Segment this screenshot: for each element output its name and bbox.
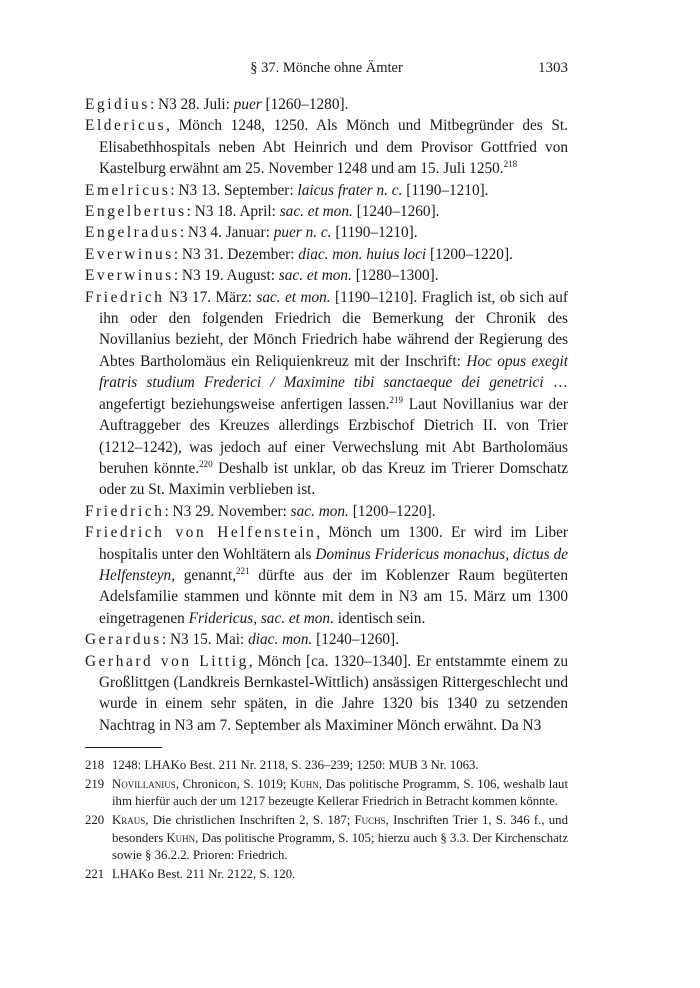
text-run: [1190–1210]. Fraglich ist, ob sich auf ihn oder den folgenden Friedrich die Bemerkung der Chronik des Novillanius bezieht, der Mönch Friedrich habe während der Regierung des Abtes Bartholomäus ein Reliquienkreuz mit der Inschrift: <box>99 288 568 370</box>
footnote-number: 220 <box>85 812 105 827</box>
text-run: : N3 15. Mai: <box>161 631 249 649</box>
text-run: : N3 28. Juli: <box>149 96 234 113</box>
text-run: , genannt, <box>171 566 237 584</box>
entry-name: Engelbertus <box>85 203 187 221</box>
text-run: 1248: LHAKo Best. 211 Nr. 2118, S. 236–239; 1250: MUB 3 Nr. 1063. <box>112 758 479 773</box>
italic-text: sac. et mon. <box>256 288 331 306</box>
italic-text: Fridericus, sac. et mon. <box>188 609 334 627</box>
entry <box>85 629 568 650</box>
italic-text: puer <box>233 96 262 113</box>
entry <box>85 244 568 265</box>
text-run: : N3 13. September: <box>170 181 298 199</box>
text-run: identisch sein. <box>333 609 426 627</box>
entry <box>85 94 568 115</box>
entry <box>85 222 568 243</box>
text-run: [1200–1220]. <box>348 502 436 520</box>
entry-name: Everwinus <box>85 245 174 263</box>
author-name: Kraus <box>112 812 146 827</box>
text-run: Deshalb ist unklar, ob das Kreuz im Trierer Domschatz oder zu St. Maximin verblieben ist. <box>99 459 568 499</box>
text-run: Laut Novillanius war der Auftraggeber des Kreuzes allerdings Erzbischof Dietrich II. von Trier (1212–1242), was jedoch auf einer Verwechslung mit Abt Bartholomäus beruhen könnte. <box>99 395 568 477</box>
entry <box>85 651 568 737</box>
entry <box>85 180 568 201</box>
text-run: : N3 31. Dezember: <box>173 245 299 263</box>
author-name: Fuchs <box>354 812 386 827</box>
text-run: … angefertigt beziehungsweise anfertigen lassen. <box>99 374 568 413</box>
footnote-marker: 220 <box>199 458 213 469</box>
footnote-number: 218 <box>85 758 105 773</box>
italic-text: puer n. c. <box>273 224 332 242</box>
text-run: : N3 19. August: <box>173 267 279 285</box>
italic-text: sac. et mon. <box>279 203 353 221</box>
text-run: [1200–1220]. <box>426 245 513 263</box>
italic-text: diac. mon. <box>248 631 313 649</box>
entry-name: Engelradus <box>85 224 180 242</box>
footnote <box>85 812 568 865</box>
footnote <box>85 866 568 884</box>
footnote-marker: 221 <box>236 565 250 576</box>
text-run: , Chronicon, S. 1019; <box>175 776 291 791</box>
entry-name: Gerhard von Littig <box>85 652 249 670</box>
text-run: [1240–1260]. <box>352 203 440 221</box>
footnotes <box>85 757 568 883</box>
running-header <box>85 60 568 82</box>
text-run: [1190–1210]. <box>331 224 418 242</box>
text-run: , Die christlichen Inschriften 2, S. 187; <box>145 812 355 827</box>
italic-text: sac. et mon. <box>278 267 352 285</box>
page-number: 1303 <box>538 60 568 76</box>
text-run: [1260–1280]. <box>261 96 349 113</box>
italic-text: laicus frater n. c. <box>297 181 403 199</box>
footnote-marker: 219 <box>389 394 403 405</box>
page <box>85 60 568 884</box>
entry <box>85 522 568 629</box>
footnote-marker: 218 <box>503 159 518 170</box>
footnote <box>85 776 568 811</box>
entry-name: Eldericus <box>85 117 167 135</box>
text-run: , Inschriften Trier 1, S. 346 f., und besonders <box>112 812 568 845</box>
text-run: : N3 4. Januar: <box>179 224 274 242</box>
entry-name: Emelricus <box>85 181 171 199</box>
text-run: , Das politische Programm, S. 105; hierzu auch § 3.3. Der Kirchenschatz sowie § 36.2.2. Prioren: Friedrich. <box>112 830 569 863</box>
italic-text: diac. mon. huius loci <box>298 245 427 263</box>
footnote-number: 221 <box>85 866 105 881</box>
text-run: [1280–1300]. <box>351 267 439 285</box>
entry-name: Egidius <box>85 96 150 113</box>
author-name: Kuhn <box>290 776 319 791</box>
text-run: : N3 18. April: <box>186 203 280 221</box>
text-run: N3 17. März: <box>164 288 257 306</box>
text-run: : N3 29. November: <box>164 502 291 520</box>
running-title: § 37. Mönche ohne Ämter <box>250 60 403 76</box>
footnote-separator <box>85 747 162 748</box>
entry-name: Friedrich <box>85 288 165 306</box>
body-text <box>85 94 568 736</box>
text-run: [1240–1260]. <box>312 631 399 649</box>
entry-name: Everwinus <box>85 267 174 285</box>
author-name: Kuhn <box>166 830 196 845</box>
text-run: , Das politische Programm, S. 106, weshalb laut ihm hierfür auch der um 1217 bezeugte Kellerar Friedrich in Betracht kommen könnte. <box>112 776 568 809</box>
italic-text: Dominus Fridericus monachus, dictus de Helfensteyn <box>99 545 569 584</box>
entry-name: Gerardus <box>85 631 162 649</box>
text-run: , Mönch [ca. 1320–1340]. Er entstammte einem zu Großlittgen (Landkreis Bernkastel-Wittlich) ansässigen Rittergeschlecht und wurde in einem sehr späten, in die Jahre 1320 bis 1340 zu setzenden Nachtrag in N3 am 7. September als Maximiner Mönch erwähnt. Da N3 <box>99 652 568 734</box>
footnote-number: 219 <box>85 776 105 791</box>
text-run: [1190–1210]. <box>402 181 489 199</box>
entry <box>85 265 568 286</box>
footnote <box>85 757 568 775</box>
author-name: Novillanius <box>112 776 176 791</box>
italic-text: Hoc opus exegit fratris studium Frederici / Maximine tibi sanctaeque dei genetrici <box>99 352 568 392</box>
entry-name: Friedrich <box>85 502 165 520</box>
entry <box>85 501 568 522</box>
text-run: dürfte aus der im Koblenzer Raum begüterten Adelsfamilie stammen und könnte mit dem in N3 am 15. März um 1300 eingetragenen <box>99 566 568 627</box>
entry <box>85 287 568 501</box>
text-run: LHAKo Best. 211 Nr. 2122, S. 120. <box>112 866 296 881</box>
text-run: , Mönch um 1300. Er wird im Liber hospitalis unter den Wohltätern als <box>99 524 568 563</box>
entry-name: Friedrich von Helfenstein <box>85 524 317 542</box>
entry <box>85 201 568 222</box>
entry <box>85 115 568 179</box>
text-run: , Mönch 1248, 1250. Als Mönch und Mitbegründer des St. Elisabethhospitals neben Abt Heinrich und dem Provisor Gottfried von Kastelburg erwähnt am 25. November 1248 und am 15. Juli 1250. <box>99 117 568 178</box>
italic-text: sac. mon. <box>290 502 349 520</box>
